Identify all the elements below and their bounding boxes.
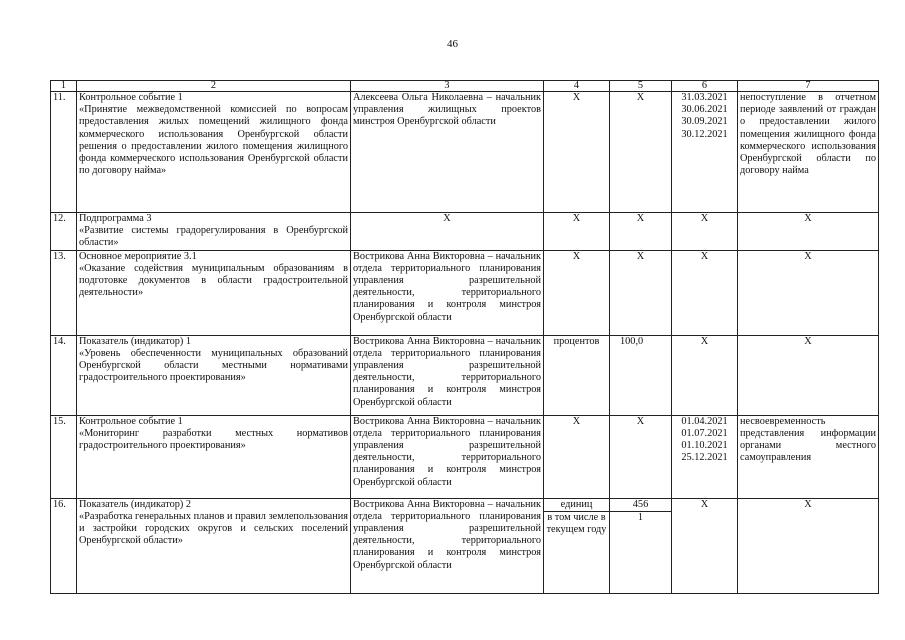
document-table	[50, 80, 879, 594]
row-value: Х	[610, 92, 672, 213]
row-description: Основное мероприятие 3.1 «Оказание содействия муниципальным образованиям в подготовке документов в области градостроительной деятельности»	[77, 250, 351, 335]
page-number: 46	[447, 38, 458, 50]
table-row	[51, 335, 879, 415]
row-risk: Х	[738, 250, 879, 335]
table-row	[51, 213, 879, 251]
row-number: 15.	[51, 415, 77, 498]
row-risk: несвоевременность представления информации органами местного самоуправления	[738, 415, 879, 498]
row-number: 16.	[51, 498, 77, 593]
table-row	[51, 415, 879, 498]
row-risk: Х	[738, 498, 879, 593]
date-line: 30.12.2021	[681, 128, 728, 140]
row-risk: Х	[738, 335, 879, 415]
row-value: Х	[610, 250, 672, 335]
row-value: Х	[610, 415, 672, 498]
header-row	[51, 81, 879, 92]
value-main: 456	[632, 498, 649, 510]
unit-sub: в том числе в текущем году	[544, 511, 609, 536]
row-description: Подпрограмма 3 «Развитие системы градорегулирования в Оренбургской области»	[77, 213, 351, 251]
row-dates: Х	[672, 335, 738, 415]
row-risk: непоступление в отчетном периоде заявлений от граждан о предоставлении жилого помещения жилищного фонда коммерческого использования Оренбургской области по договору найма	[738, 92, 879, 213]
value-sub: 1	[610, 511, 671, 524]
row-responsible: Вострикова Анна Викторовна – начальник отдела территориального планирования управления разрешительной деятельности, территориального планирования и контроля минстроя Оренбургской области	[351, 498, 544, 593]
row-value: 100,0	[610, 335, 672, 415]
row-dates: Х	[672, 213, 738, 251]
header-cell: 5	[610, 81, 672, 92]
row-responsible: Алексеева Ольга Николаевна – начальник управления жилищных проектов минстроя Оренбургской области	[351, 92, 544, 213]
table-row	[51, 92, 879, 213]
row-responsible: Вострикова Анна Викторовна – начальник отдела территориального планирования управления разрешительной деятельности, территориального планирования и контроля минстроя Оренбургской области	[351, 250, 544, 335]
date-line: 30.09.2021	[681, 116, 728, 128]
header-cell: 3	[351, 81, 544, 92]
row-unit: Х	[544, 415, 610, 498]
date-line: 01.07.2021	[681, 427, 728, 439]
date-line: 31.03.2021	[681, 92, 728, 103]
header-cell: 6	[672, 81, 738, 92]
row-responsible: Вострикова Анна Викторовна – начальник отдела территориального планирования управления разрешительной деятельности, территориального планирования и контроля минстроя Оренбургской области	[351, 335, 544, 415]
row-dates	[672, 92, 738, 213]
row-risk: Х	[738, 213, 879, 251]
row-unit	[544, 498, 610, 593]
row-dates	[672, 415, 738, 498]
row-unit: Х	[544, 250, 610, 335]
row-description: Показатель (индикатор) 1 «Уровень обеспеченности муниципальных образований Оренбургской области местными нормативами градостроительного проектирования»	[77, 335, 351, 415]
row-responsible: Х	[351, 213, 544, 251]
row-responsible: Вострикова Анна Викторовна – начальник отдела территориального планирования управления разрешительной деятельности, территориального планирования и контроля минстроя Оренбургской области	[351, 415, 544, 498]
header-cell: 4	[544, 81, 610, 92]
date-line: 25.12.2021	[681, 452, 728, 464]
date-line: 01.04.2021	[681, 415, 728, 427]
date-line: 01.10.2021	[681, 440, 728, 452]
row-unit: Х	[544, 92, 610, 213]
row-dates: Х	[672, 498, 738, 593]
header-cell: 7	[738, 81, 879, 92]
row-unit: Х	[544, 213, 610, 251]
row-number: 11.	[51, 92, 77, 213]
row-unit: процентов	[544, 335, 610, 415]
row-description: Контрольное событие 1 «Мониторинг разработки местных нормативов градостроительного проектирования»	[77, 415, 351, 498]
table-row	[51, 498, 879, 593]
header-cell: 1	[51, 81, 77, 92]
row-number: 13.	[51, 250, 77, 335]
row-number: 14.	[51, 335, 77, 415]
row-value: Х	[610, 213, 672, 251]
row-description: Контрольное событие 1 «Принятие межведомственной комиссией по вопросам предоставления жилых помещений жилищного фонда коммерческого использования Оренбургской области решения о предоставлении жилого помещения жилищного фонда коммерческого использования Оренбургской области по договору найма»	[77, 92, 351, 213]
row-number: 12.	[51, 213, 77, 251]
header-cell: 2	[77, 81, 351, 92]
row-value	[610, 498, 672, 593]
row-description: Показатель (индикатор) 2 «Разработка генеральных планов и правил землепользования и застройки городских округов и сельских поселений Оренбургской области»	[77, 498, 351, 593]
row-dates: Х	[672, 250, 738, 335]
date-line: 30.06.2021	[681, 104, 728, 116]
table-row	[51, 250, 879, 335]
unit-main: единиц	[560, 498, 593, 510]
